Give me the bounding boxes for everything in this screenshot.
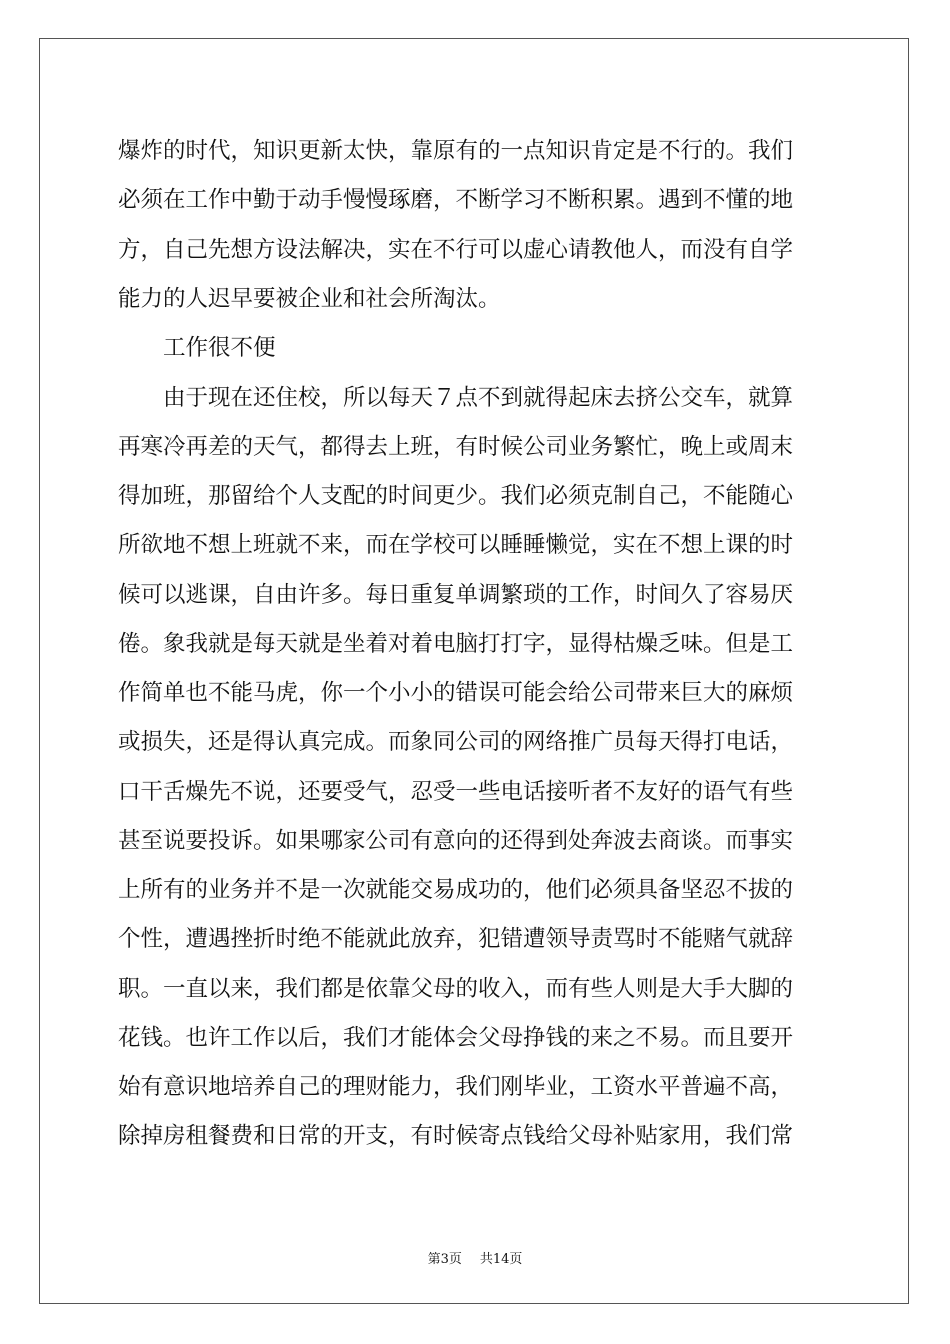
paragraph-line: 再寒冷再差的天气，都得去上班，有时候公司业务繁忙，晚上或周末 [118,434,794,460]
paragraph-line: 得加班，那留给个人支配的时间更少。我们必须克制自己，不能随心 [118,483,794,509]
page-border [39,38,909,1304]
paragraph-line: 口干舌燥先不说，还要受气，忍受一些电话接听者不友好的语气有些 [118,779,794,805]
paragraph-line: 甚至说要投诉。如果哪家公司有意向的还得到处奔波去商谈。而事实 [118,828,794,854]
paragraph-line: 必须在工作中勤于动手慢慢琢磨，不断学习不断积累。遇到不懂的地 [118,187,794,213]
paragraph-line: 方，自己先想方设法解决，实在不行可以虚心请教他人，而没有自学 [118,237,794,263]
paragraph-line: 爆炸的时代，知识更新太快，靠原有的一点知识肯定是不行的。我们 [118,138,794,164]
paragraph-line: 职。一直以来，我们都是依靠父母的收入，而有些人则是大手大脚的 [118,976,794,1002]
paragraph-line: 由于现在还住校，所以每天７点不到就得起床去挤公交车，就算 [163,385,794,411]
paragraph-line: 上所有的业务并不是一次就能交易成功的，他们必须具备坚忍不拔的 [118,877,794,903]
section-heading: 工作很不便 [163,335,276,361]
paragraph-line: 除掉房租餐费和日常的开支，有时候寄点钱给父母补贴家用，我们常 [118,1123,794,1149]
paragraph-line: 能力的人迟早要被企业和社会所淘汰。 [118,286,501,312]
paragraph-line: 或损失，还是得认真完成。而象同公司的网络推广员每天得打电话， [118,729,794,755]
paragraph-line: 候可以逃课，自由许多。每日重复单调繁琐的工作，时间久了容易厌 [118,582,794,608]
paragraph-line: 个性，遭遇挫折时绝不能就此放弃，犯错遭领导责骂时不能赌气就辞 [118,926,794,952]
paragraph-line: 作简单也不能马虎，你一个小小的错误可能会给公司带来巨大的麻烦 [118,680,794,706]
page-footer [0,1248,950,1267]
paragraph-line: 始有意识地培养自己的理财能力，我们刚毕业，工资水平普遍不高， [118,1074,794,1100]
page-number: 第3页 [427,1252,462,1267]
paragraph-line: 倦。象我就是每天就是坐着对着电脑打打字，显得枯燥乏味。但是工 [118,631,794,657]
paragraph-line: 所欲地不想上班就不来，而在学校可以睡睡懒觉，实在不想上课的时 [118,532,794,558]
paragraph-line: 花钱。也许工作以后，我们才能体会父母挣钱的来之不易。而且要开 [118,1025,794,1051]
page-total: 共14页 [479,1252,523,1267]
